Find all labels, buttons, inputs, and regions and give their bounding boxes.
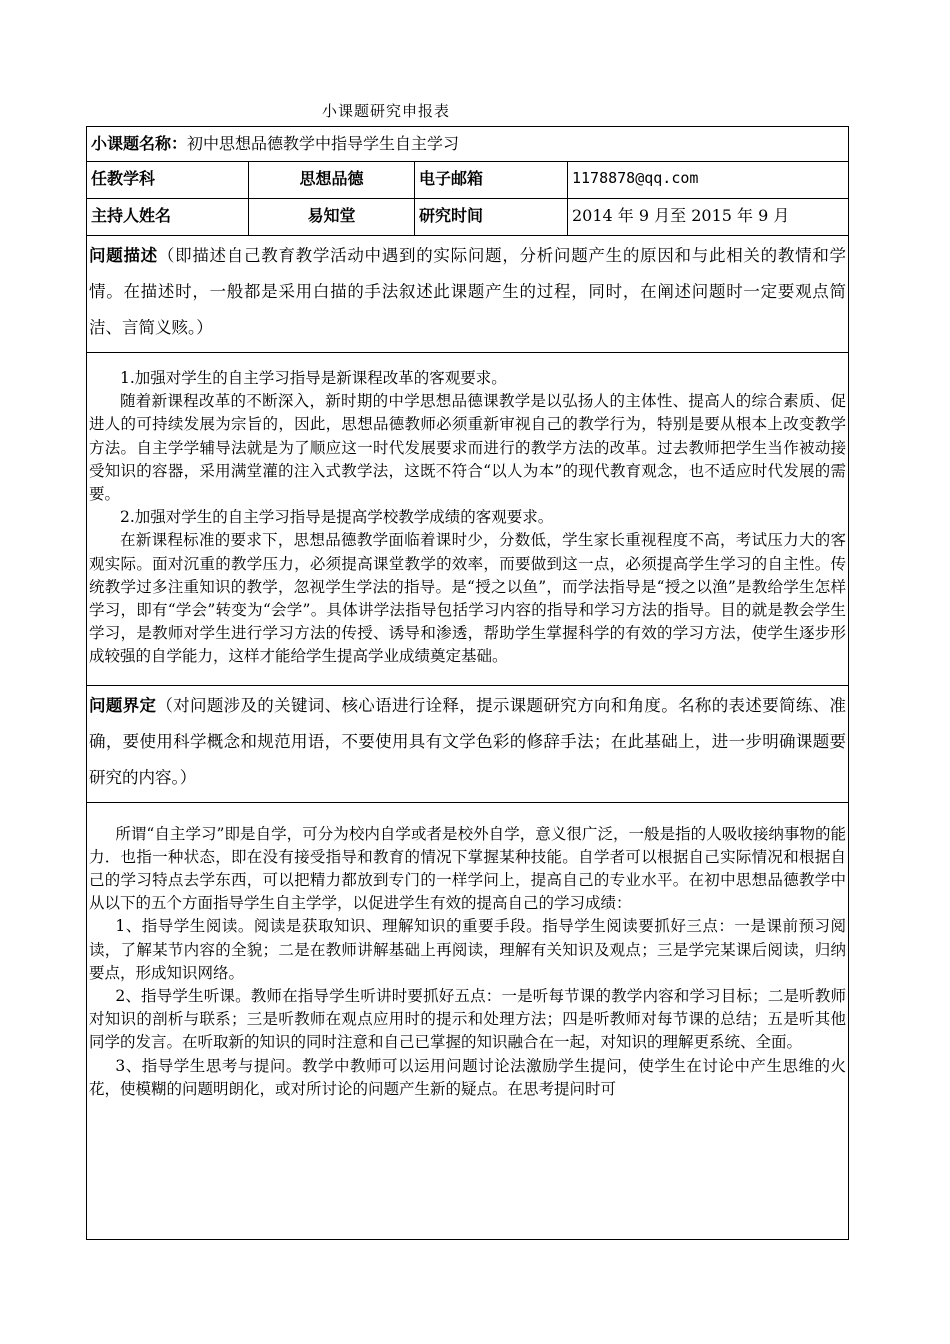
topic-name-row bbox=[87, 127, 849, 162]
host-row bbox=[87, 199, 849, 236]
problem-definition-heading: 问题界定 bbox=[89, 695, 157, 715]
period-label: 研究时间 bbox=[419, 206, 484, 225]
problem-definition-hint: （对问题涉及的关键词、核心语进行诠释，提示课题研究方向和角度。名称的表述要简练、准确，要使用科学概念和规范用语，不要使用具有文学色彩的修辞手法；在此基础上，进一步明确课题要研究的内容。） bbox=[89, 695, 847, 787]
period-value-cell bbox=[568, 199, 849, 236]
paragraph: 3、指导学生思考与提问。教学中教师可以运用问题讨论法激励学生提问，使学生在讨论中产生思维的火花，使模糊的问题明朗化，或对所讨论的问题产生新的疑点。在思考提问时可 bbox=[89, 1056, 847, 1098]
subject-label-cell bbox=[87, 162, 249, 199]
problem-description-body-row bbox=[87, 353, 849, 686]
problem-description-heading: 问题描述 bbox=[89, 246, 158, 265]
subject-value: 思想品德 bbox=[299, 169, 364, 188]
problem-description-hint: （即描述自己教育教学活动中遇到的实际问题，分析问题产生的原因和与此相关的教情和学情。在描述时，一般都是采用白描的手法叙述此课题产生的过程，同时，在阐述问题时一定要观点简洁、言简义赅。） bbox=[89, 246, 847, 337]
host-value: 易知堂 bbox=[307, 206, 356, 225]
application-form-table bbox=[86, 126, 849, 1240]
paragraph: 随着新课程改革的不断深入，新时期的中学思想品德课教学是以弘扬人的主体性、提高人的综合素质、促进人的可持续发展为宗旨的，因此，思想品德教师必须重新审视自己的教学行为，特别是要从根本上改变教学方法。自主学学辅导法就是为了顺应这一时代发展要求而进行的教学方法的改革。过去教师把学生当作被动接受知识的容器，采用满堂灌的注入式教学法，这既不符合“以人为本”的现代教育观念，也不适应时代发展的需要。 bbox=[89, 392, 847, 504]
email-label: 电子邮箱 bbox=[419, 169, 484, 188]
topic-name-value: 初中思想品德教学中指导学生自主学习 bbox=[187, 134, 460, 153]
paragraph: 所谓“自主学习”即是自学，可分为校内自学或者是校外自学，意义很广泛，一般是指的人吸收接纳事物的能力．也指一种状态，即在没有接受指导和教育的情况下掌握某种技能。自学者可以根据自己实际情况和根据自己的学习特点去学东西，可以把精力都放到专门的一样学问上，提高自己的专业水平。在初中思想品德教学中从以下的五个方面指导学生自主学学，以促进学生有效的提高自己的学习成绩： bbox=[89, 824, 847, 913]
email-value-cell bbox=[568, 162, 849, 199]
host-value-cell bbox=[249, 199, 415, 236]
topic-name-cell bbox=[87, 127, 849, 162]
paragraph: 2、指导学生听课。教师在指导学生听讲时要抓好五点：一是听每节课的教学内容和学习目标；二是听教师对知识的剖析与联系；三是听教师在观点应用时的提示和处理方法；四是听教师对每节课的总结；五是听其他同学的发言。在听取新的知识的同时注意和自己已掌握的知识融合在一起，对知识的理解更系统、全面。 bbox=[89, 987, 847, 1052]
subject-value-cell bbox=[249, 162, 415, 199]
host-label: 主持人姓名 bbox=[91, 206, 172, 225]
period-value: 2014 年 9 月至 2015 年 9 月 bbox=[572, 206, 790, 225]
email-value: 1178878@qq.com bbox=[572, 169, 699, 187]
problem-description-head-row bbox=[87, 236, 849, 353]
paragraph: 1、指导学生阅读。阅读是获取知识、理解知识的重要手段。指导学生阅读要抓好三点：一是课前预习阅读，了解某节内容的全貌；二是在教师讲解基础上再阅读，理解有关知识及观点；三是学完某课后阅读，归纳要点，形成知识网络。 bbox=[89, 917, 847, 982]
problem-description-head bbox=[87, 236, 849, 353]
period-label-cell bbox=[415, 199, 568, 236]
subject-row bbox=[87, 162, 849, 199]
email-label-cell bbox=[415, 162, 568, 199]
topic-name-label: 小课题名称： bbox=[91, 134, 188, 153]
document-title: 小课题研究申报表 bbox=[322, 102, 451, 120]
paragraph: 1.加强对学生的自主学习指导是新课程改革的客观要求。 bbox=[120, 369, 507, 387]
problem-description-body bbox=[87, 353, 849, 686]
host-label-cell bbox=[87, 199, 249, 236]
problem-definition-body-row bbox=[87, 802, 849, 1239]
paragraph: 2.加强对学生的自主学习指导是提高学校教学成绩的客观要求。 bbox=[120, 508, 554, 527]
subject-label: 任教学科 bbox=[91, 169, 156, 188]
problem-definition-head-row bbox=[87, 685, 849, 802]
paragraph: 在新课程标准的要求下，思想品德教学面临着课时少，分数低，学生家长重视程度不高，考试压力大的客观实际。面对沉重的教学压力，必须提高课堂教学的效率，而要做到这一点，必须提高学生学习的自主性。传统教学过多注重知识的教学，忽视学生学法的指导。是“授之以鱼”，而学法指导是“授之以渔”是教给学生怎样学习，即有“学会”转变为“会学”。具体讲学法指导包括学习内容的指导和学习方法的指导。目的就是教会学生学习，是教师对学生进行学习方法的传授、诱导和渗透，帮助学生掌握科学的有效的学习方法，使学生逐步形成较强的自学能力，这样才能给学生提高学业成绩奠定基础。 bbox=[89, 531, 847, 666]
problem-definition-head bbox=[87, 685, 849, 802]
problem-definition-body bbox=[87, 802, 849, 1239]
